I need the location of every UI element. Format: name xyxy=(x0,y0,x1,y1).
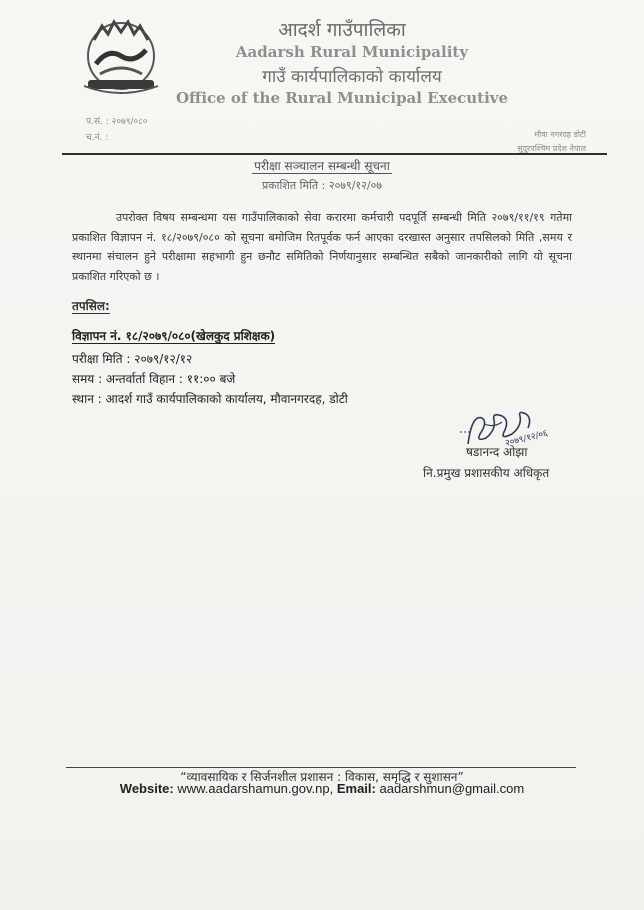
footer-contact xyxy=(0,781,644,796)
header-divider xyxy=(62,153,607,155)
email-link[interactable]: aadarshmun@gmail.com xyxy=(379,781,525,796)
signatory-name: षडानन्द ओझा xyxy=(466,445,528,459)
exam-venue: स्थान : आदर्श गाउँ कार्यपालिकाको कार्यालय, मौवानगरदह, डोटी xyxy=(72,392,348,406)
website-label: Website: xyxy=(119,781,174,796)
office-name-english: Office of the Rural Municipal Executive xyxy=(175,89,509,107)
annex-label-text: तपसिल: xyxy=(72,299,110,313)
municipality-name-english: Aadarsh Rural Municipality xyxy=(235,43,469,61)
published-date: प्रकाशित मिति : २०७९/१२/०७ xyxy=(261,179,383,192)
website-link[interactable]: www.aadarshamun.gov.np, xyxy=(177,781,334,796)
letter-number: प.सं. : २०७९/०८० xyxy=(86,117,148,127)
office-name-nepali: गाउँ कार्यपालिकाको कार्यालय xyxy=(262,67,442,87)
notice-body: उपरोक्त विषय सम्बन्धमा यस गाउँपालिकाको सेवा करारमा कर्मचारी पदपूर्ति सम्बन्धी मिति २०७९/११/१९ गतेमा प्रकाशित विज्ञापन नं. १८/२०७९/०८० को सूचना बमोजिम रितपूर्वक फर्न आएका दरखास्त अनुसार तपसिलको मिति ,समय र स्थानमा संचालन हुने परीक्षामा सहभागी हुन छनौट समितिको निर्णयानुसार सम्बन्धित सबैको जानकारीको लागि यो सूचना प्रकाशित गरिएको छ । xyxy=(72,211,572,283)
notice-subject xyxy=(0,157,644,174)
email-label: Email: xyxy=(336,781,376,796)
exam-time: समय : अन्तर्वार्ता विहान : ११:०० बजे xyxy=(72,372,236,386)
annex-label xyxy=(72,297,110,314)
municipality-name-nepali: आदर्श गाउँपालिका xyxy=(278,19,406,41)
signatory-title: नि.प्रमुख प्रशासकीय अधिकृत xyxy=(423,466,550,480)
signature-date: २०७९/१२/०६ xyxy=(504,428,549,449)
footer-motto: “व्यावसायिक र सिर्जनशील प्रशासन : विकास, समृद्धि र सुशासन” xyxy=(180,770,464,784)
notice-subject-text: परीक्षा सञ्चालन सम्बन्धी सूचना xyxy=(254,159,390,173)
address-line-2: सुदूरपश्चिम प्रदेश नेपाल xyxy=(517,144,586,153)
dispatch-number: च.नं. : xyxy=(86,133,109,143)
advertisement-title-text: विज्ञापन नं. १८/२०७९/०८०(खेलकुद प्रशिक्षक) xyxy=(72,329,276,343)
address-line-1: मौवा नगरदह डोटी xyxy=(534,130,586,139)
exam-date: परीक्षा मिति : २०७९/१२/१२ xyxy=(72,352,193,366)
advertisement-title xyxy=(72,327,275,344)
